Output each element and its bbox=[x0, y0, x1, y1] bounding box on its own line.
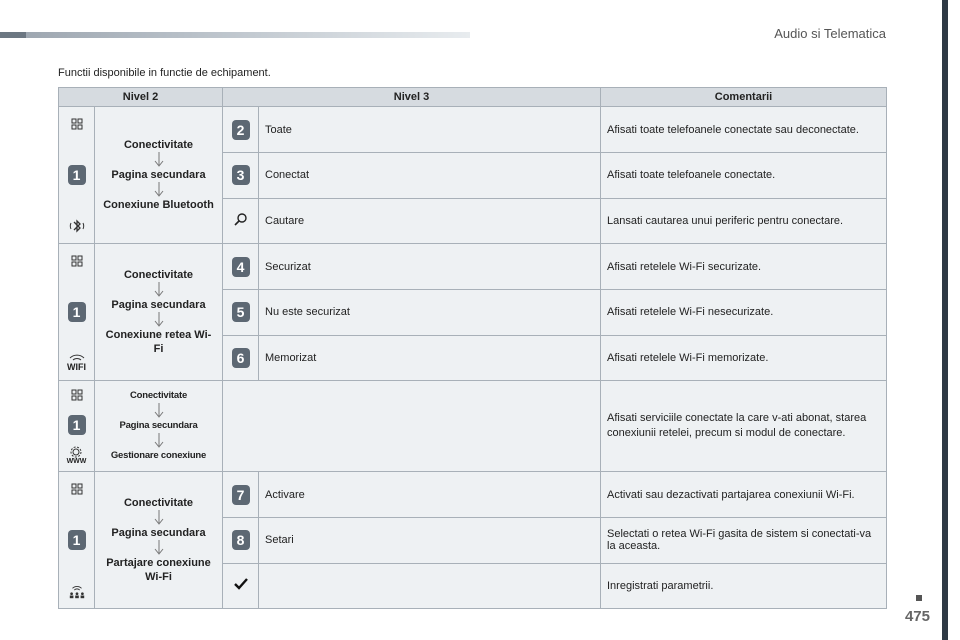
wifi-label: WIFI bbox=[67, 362, 86, 372]
bluetooth-icon bbox=[68, 217, 86, 235]
step-badge: 1 bbox=[68, 165, 86, 185]
group-icons bbox=[59, 472, 95, 609]
flow-step: Conectivitate bbox=[123, 139, 194, 151]
www-label: WWW bbox=[66, 458, 87, 465]
option-label: Activare bbox=[259, 472, 601, 518]
navigation-path bbox=[95, 244, 223, 381]
flow-step: Conexiune retea Wi-Fi bbox=[105, 329, 212, 355]
navigation-path bbox=[95, 472, 223, 609]
flow-step: Partajare conexiune Wi-Fi bbox=[106, 557, 211, 583]
step-badge: 6 bbox=[232, 348, 250, 368]
flow-step: Gestionare conexiune bbox=[110, 450, 207, 461]
flow-step: Conectivitate bbox=[123, 269, 194, 281]
option-comment: Afisati serviciile conectate la care v-ati abonat, starea conexiunii retelei, precum si modul de conectare. bbox=[601, 381, 887, 472]
option-badge-cell bbox=[223, 107, 259, 153]
table-row bbox=[59, 107, 887, 153]
navigation-path bbox=[95, 107, 223, 244]
option-icon-cell bbox=[223, 198, 259, 243]
option-comment: Afisati retelele Wi-Fi securizate. bbox=[601, 244, 887, 290]
arrow-down-icon bbox=[154, 312, 164, 328]
option-badge-cell bbox=[223, 153, 259, 198]
option-comment: Afisati retelele Wi-Fi memorizate. bbox=[601, 335, 887, 380]
flow-step: Conectivitate bbox=[129, 390, 188, 401]
arrow-down-icon bbox=[154, 403, 164, 419]
option-badge-cell bbox=[223, 244, 259, 290]
step-badge: 7 bbox=[232, 485, 250, 505]
header-level3: Nivel 3 bbox=[223, 88, 601, 107]
option-label: Cautare bbox=[259, 198, 601, 243]
grid-icon bbox=[68, 115, 86, 133]
arrow-down-icon bbox=[154, 282, 164, 298]
option-label: Securizat bbox=[259, 244, 601, 290]
option-comment: Afisati toate telefoanele conectate. bbox=[601, 153, 887, 198]
flow-step: Pagina secundara bbox=[111, 169, 206, 181]
checkmark-icon bbox=[234, 581, 248, 593]
arrow-down-icon bbox=[154, 510, 164, 526]
page-marker bbox=[916, 595, 922, 601]
flow-step: Pagina secundara bbox=[111, 527, 206, 539]
step-badge: 4 bbox=[232, 257, 250, 277]
option-badge-cell bbox=[223, 335, 259, 380]
group-icons bbox=[59, 107, 95, 244]
flow-step: Conexiune Bluetooth bbox=[103, 199, 214, 211]
step-badge: 5 bbox=[232, 302, 250, 322]
grid-icon bbox=[68, 386, 86, 404]
table-header-row bbox=[59, 88, 887, 107]
arrow-down-icon bbox=[154, 540, 164, 556]
navigation-path bbox=[95, 381, 223, 472]
intro-text: Functii disponibile in functie de echipament. bbox=[58, 67, 271, 79]
table-row bbox=[59, 244, 887, 290]
option-label: Memorizat bbox=[259, 335, 601, 380]
search-icon bbox=[233, 218, 249, 230]
flow-step: Conectivitate bbox=[123, 497, 194, 509]
option-comment: Afisati toate telefoanele conectate sau deconectate. bbox=[601, 107, 887, 153]
option-comment: Activati sau dezactivati partajarea conexiunii Wi-Fi. bbox=[601, 472, 887, 518]
www-gear-icon bbox=[67, 446, 87, 466]
page-number: 475 bbox=[904, 608, 930, 625]
option-label: Toate bbox=[259, 107, 601, 153]
table-row bbox=[59, 381, 887, 472]
arrow-down-icon bbox=[154, 152, 164, 168]
header-accent-bar-dark bbox=[0, 32, 26, 38]
option-badge-cell bbox=[223, 518, 259, 563]
grid-icon bbox=[68, 252, 86, 270]
option-comment: Afisati retelele Wi-Fi nesecurizate. bbox=[601, 290, 887, 335]
group-icons bbox=[59, 244, 95, 381]
step-badge: 1 bbox=[68, 302, 86, 322]
step-badge: 1 bbox=[68, 530, 86, 550]
header-comments: Comentarii bbox=[601, 88, 887, 107]
header-level2: Nivel 2 bbox=[59, 88, 223, 107]
header-accent-bar bbox=[0, 32, 470, 38]
grid-icon bbox=[68, 480, 86, 498]
table-row bbox=[59, 472, 887, 518]
option-badge-cell bbox=[223, 290, 259, 335]
option-label bbox=[259, 563, 601, 608]
flow-step: Pagina secundara bbox=[111, 299, 206, 311]
option-badge-cell bbox=[223, 472, 259, 518]
option-comment: Selectati o retea Wi-Fi gasita de sistem si conectati-va la aceasta. bbox=[601, 518, 887, 563]
hotspot-icon bbox=[68, 582, 86, 600]
option-comment: Lansati cautarea unui periferic pentru conectare. bbox=[601, 198, 887, 243]
step-badge: 8 bbox=[232, 530, 250, 550]
group-icons bbox=[59, 381, 95, 472]
page-edge-bar bbox=[942, 0, 960, 640]
step-badge: 3 bbox=[232, 165, 250, 185]
flow-step: Pagina secundara bbox=[119, 420, 198, 431]
step-badge: 1 bbox=[68, 415, 86, 435]
wifi-icon bbox=[67, 353, 86, 372]
option-label: Conectat bbox=[259, 153, 601, 198]
option-label: Setari bbox=[259, 518, 601, 563]
arrow-down-icon bbox=[154, 182, 164, 198]
section-title: Audio si Telematica bbox=[774, 26, 886, 41]
option-icon-cell bbox=[223, 563, 259, 608]
option-comment: Inregistrati parametrii. bbox=[601, 563, 887, 608]
arrow-down-icon bbox=[154, 433, 164, 449]
option-label: Nu este securizat bbox=[259, 290, 601, 335]
step-badge: 2 bbox=[232, 120, 250, 140]
functions-table bbox=[58, 87, 887, 609]
option-label bbox=[223, 381, 601, 472]
